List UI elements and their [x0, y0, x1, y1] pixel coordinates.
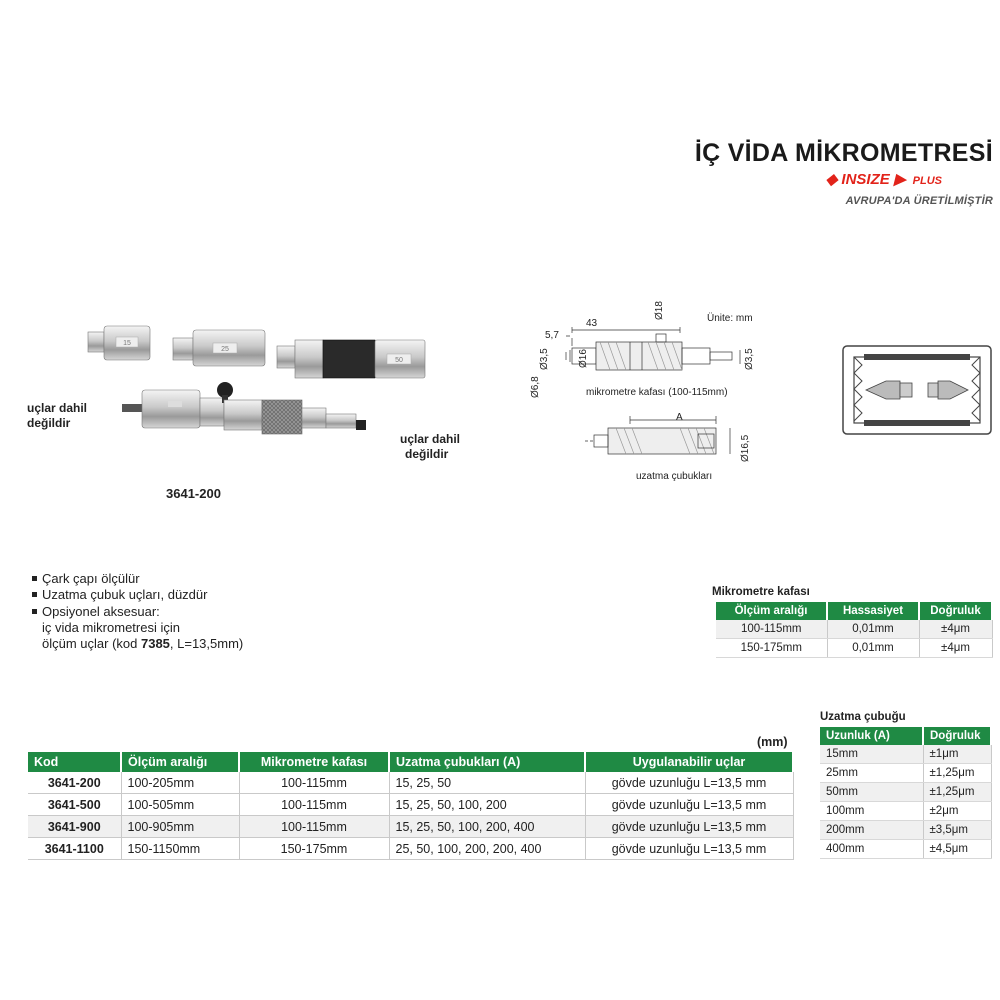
dim-label: Ø3,5: [539, 348, 550, 370]
table-cell: ±2μm: [923, 802, 991, 821]
table-row: [820, 764, 991, 783]
brand-name: INSIZE: [841, 171, 890, 188]
table-row: [716, 639, 992, 658]
unit-label: Ünite: mm: [707, 313, 753, 324]
table-cell: 15, 25, 50, 100, 200, 400: [389, 816, 585, 838]
left-note: [27, 401, 87, 431]
table-row: [820, 821, 991, 840]
table-cell: 0,01mm: [827, 620, 919, 639]
feature-text: iç vida mikrometresi için: [42, 619, 180, 635]
table-cell: ±4μm: [919, 620, 992, 639]
ext-label: 15: [123, 340, 131, 347]
feature-text: Opsiyonel aksesuar:: [42, 603, 160, 619]
ext-label: 50: [395, 357, 403, 364]
table-cell: 100-115mm: [239, 772, 389, 794]
feature-item: [32, 604, 243, 620]
table-cell: ±4,5μm: [923, 840, 991, 859]
table-cell: 3641-200: [28, 772, 121, 794]
bullet-icon: [32, 592, 37, 597]
table-row: [820, 783, 991, 802]
brand-arrow-icon: ◆: [825, 171, 838, 188]
rod-table: [820, 727, 992, 859]
table-cell: 150-1150mm: [121, 838, 239, 860]
brand-logo: [826, 170, 942, 188]
accessory-code: 7385: [140, 636, 170, 652]
feature-item: [32, 571, 243, 587]
dim-label: Ø16: [578, 349, 589, 368]
table-cell: 100-505mm: [121, 794, 239, 816]
table-row: [820, 745, 991, 764]
feature-text: Uzatma çubuk uçları, düzdür: [42, 587, 208, 603]
table-cell: 3641-1100: [28, 838, 121, 860]
table-row: [820, 802, 991, 821]
main-table: [28, 752, 794, 860]
dim-label: Ø3,5: [744, 348, 755, 370]
feature-item: [32, 587, 243, 603]
table-cell: 100-115mm: [716, 620, 827, 639]
table-cell: gövde uzunluğu L=13,5 mm: [585, 794, 793, 816]
table-cell: 25mm: [820, 764, 923, 783]
table-cell: 100-115mm: [239, 816, 389, 838]
feature-line: [32, 620, 243, 636]
head-table-title: Mikrometre kafası: [712, 586, 810, 598]
rod-caption: uzatma çubukları: [636, 471, 713, 482]
feature-text: , L=13,5mm): [169, 636, 244, 652]
table-cell: 150-175mm: [716, 639, 827, 658]
table-cell: ±1,25μm: [923, 764, 991, 783]
table-cell: 50mm: [820, 783, 923, 802]
dim-label: Ø18: [654, 301, 665, 320]
column-header: Ölçüm aralığı: [121, 752, 239, 772]
table-row: [28, 772, 793, 794]
table-cell: 15mm: [820, 745, 923, 764]
table-cell: 15, 25, 50, 100, 200: [389, 794, 585, 816]
application-sketch: [842, 345, 992, 435]
table-cell: 100-205mm: [121, 772, 239, 794]
dim-label: Ø6,8: [530, 376, 541, 398]
unit-label: (mm): [757, 735, 788, 749]
dim-label: 5,7: [545, 330, 559, 341]
table-cell: 100-905mm: [121, 816, 239, 838]
dim-label: 43: [586, 318, 598, 329]
left-note-line: değildir: [27, 416, 71, 430]
model-label: 3641-200: [166, 486, 221, 501]
table-cell: 100mm: [820, 802, 923, 821]
table-cell: ±1μm: [923, 745, 991, 764]
column-header: Doğruluk: [923, 727, 991, 745]
table-cell: 25, 50, 100, 200, 200, 400: [389, 838, 585, 860]
column-header: Ölçüm aralığı: [716, 602, 827, 620]
rod-table-title: Uzatma çubuğu: [820, 711, 906, 723]
table-cell: gövde uzunluğu L=13,5 mm: [585, 838, 793, 860]
column-header: Uzatma çubukları (A): [389, 752, 585, 772]
right-note: [400, 432, 460, 462]
brand-suffix: PLUS: [912, 175, 942, 187]
table-cell: ±3,5μm: [923, 821, 991, 840]
table-cell: 200mm: [820, 821, 923, 840]
feature-list: [32, 571, 243, 652]
table-cell: 3641-500: [28, 794, 121, 816]
table-cell: 150-175mm: [239, 838, 389, 860]
table-cell: 3641-900: [28, 816, 121, 838]
table-cell: 0,01mm: [827, 639, 919, 658]
right-note-line: uçlar dahil: [400, 432, 461, 446]
table-cell: 400mm: [820, 840, 923, 859]
ext-label: 25: [221, 346, 229, 353]
column-header: Mikrometre kafası: [239, 752, 389, 772]
table-cell: ±4μm: [919, 639, 992, 658]
brand-arrow-icon: ▶: [893, 171, 906, 188]
product-photo: [80, 318, 440, 478]
column-header: Doğruluk: [919, 602, 992, 620]
column-header: Hassasiyet: [827, 602, 919, 620]
right-note-line: değildir: [405, 447, 449, 461]
feature-text: ölçüm uçlar (kod: [42, 636, 141, 652]
page-title: İÇ VİDA MİKROMETRESİ: [694, 139, 993, 167]
table-cell: gövde uzunluğu L=13,5 mm: [585, 772, 793, 794]
column-header: Uzunluk (A): [820, 727, 923, 745]
feature-line: [32, 636, 243, 652]
table-cell: ±1,25μm: [923, 783, 991, 802]
table-cell: gövde uzunluğu L=13,5 mm: [585, 816, 793, 838]
table-row: [28, 838, 793, 860]
column-header: Kod: [28, 752, 121, 772]
table-cell: 100-115mm: [239, 794, 389, 816]
table-row: [716, 620, 992, 639]
table-cell: 15, 25, 50: [389, 772, 585, 794]
dim-label: Ø16,5: [740, 434, 751, 462]
column-header: Uygulanabilir uçlar: [585, 752, 793, 772]
bullet-icon: [32, 609, 37, 614]
made-in-label: AVRUPA'DA ÜRETİLMİŞTİR: [845, 195, 993, 207]
left-note-line: uçlar dahil: [27, 401, 88, 415]
head-table: [716, 602, 993, 658]
table-row: [28, 794, 793, 816]
table-row: [820, 840, 991, 859]
table-row: [28, 816, 793, 838]
dim-label: A: [676, 412, 683, 423]
feature-text: Çark çapı ölçülür: [42, 571, 140, 586]
bullet-icon: [32, 576, 37, 581]
head-caption: mikrometre kafası (100-115mm): [586, 387, 728, 398]
